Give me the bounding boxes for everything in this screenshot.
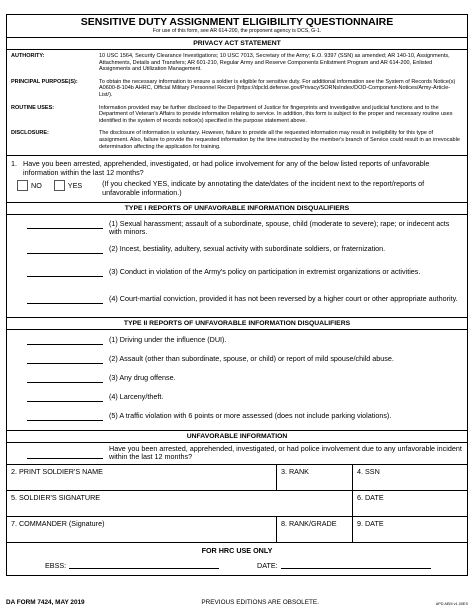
hrc-use-section: [7, 543, 467, 575]
yes-checkbox[interactable]: [54, 180, 65, 191]
rank-grade-field[interactable]: [277, 517, 353, 542]
field-label: 6. DATE: [357, 492, 384, 502]
item-text: (5) A traffic violation with 6 points or more assessed (does not include parking violations).: [109, 410, 392, 420]
rank-field[interactable]: [277, 465, 353, 490]
field-label: 5. SOLDIER'S SIGNATURE: [11, 492, 101, 502]
ebss-field[interactable]: [45, 561, 219, 570]
date-entry-field[interactable]: [27, 374, 103, 383]
privacy-heading: PRIVACY ACT STATEMENT: [7, 38, 467, 50]
type2-list: [7, 330, 467, 431]
list-item: [7, 334, 467, 353]
field-label: 9. DATE: [357, 518, 384, 528]
signature-row: [7, 491, 467, 517]
privacy-text: Information provided may be further disclosed to the Department of Justice for fingerprints and investigative and judicial functions and to the Department of Veteran's Affairs to provide information relating to service. In addition, this form is subject to the proper and necessary routine uses identified in the system of records notice(s) specified in the purpose statement above.: [99, 104, 453, 124]
list-item: [7, 391, 467, 410]
item-text: (4) Larceny/theft.: [109, 391, 164, 401]
type1-list: [7, 215, 467, 318]
name-rank-ssn-row: [7, 465, 467, 491]
date-entry-field[interactable]: [27, 268, 103, 277]
ebss-input-line[interactable]: [69, 561, 219, 569]
no-option[interactable]: [17, 180, 42, 191]
form-footer: [6, 599, 468, 606]
type1-heading: TYPE I REPORTS OF UNFAVORABLE INFORMATION DISQUALIFIERS: [7, 203, 467, 215]
privacy-text: The disclosure of information is voluntary. However, failure to provide all the requested information may result in ineligibility for this type of assignment. Also, failure to provide the requested information by the time instructed by the member's branch of Service could result in an irrevocable determination affecting the application for training.: [99, 130, 460, 150]
privacy-row-purpose: [7, 76, 467, 102]
form-title: SENSITIVE DUTY ASSIGNMENT ELIGIBILITY QUESTIONNAIRE: [80, 16, 394, 28]
yes-label: YES: [67, 180, 83, 190]
privacy-label: DISCLOSURE:: [11, 130, 49, 137]
field-label: 3. RANK: [281, 466, 309, 476]
ssn-field[interactable]: [353, 465, 467, 490]
privacy-row-routine-uses: [7, 102, 467, 128]
list-item: [7, 266, 467, 293]
soldier-name-field[interactable]: [7, 465, 277, 490]
questionnaire-form: [6, 14, 468, 576]
list-item: [7, 243, 467, 266]
unfavorable-text: Have you been arrested, apprehended, investigated, or had police involvement due to any unfavorable incident within the last 12 months?: [109, 443, 462, 461]
commander-row: [7, 517, 467, 543]
date-entry-field[interactable]: [27, 336, 103, 345]
soldier-signature-field[interactable]: [7, 491, 353, 516]
privacy-text: To obtain the necessary information to ensure a soldier is eligible for sensitive duty. For additional information see the System of Records Notice(s) A0600-8-104b AHRC, Official Military Personnel Record (https://dpcld.defense.gov/Privacy/SORNsIndex/DOD-Component-Notices/Army-Article-List/).: [99, 78, 456, 98]
previous-editions-note: PREVIOUS EDITIONS ARE OBSOLETE.: [201, 599, 319, 606]
list-item: [7, 353, 467, 372]
yes-option[interactable]: [54, 180, 82, 191]
no-label: NO: [31, 180, 42, 190]
privacy-row-disclosure: [7, 127, 467, 153]
no-checkbox[interactable]: [17, 180, 28, 191]
question-text: Have you been arrested, apprehended, investigated, or had police involvement for any of the below listed reports of unfavorable information within the last 12 months?: [23, 159, 430, 177]
hrc-heading: FOR HRC USE ONLY: [201, 545, 273, 555]
privacy-text: 10 USC 1564, Security Clearance Investigations; 10 USC 7013, Secretary of the Army; E.O. 9397 (SSN) as amended; AR 140-10, Assignments, Attachments, Details and Transfers; AR 601-210, Regular Army and Reserve Components Enlistment Program and AR 614-200, Enlisted Assignments and Utilization Management.: [99, 53, 450, 73]
date-entry-field[interactable]: [27, 450, 103, 459]
item-text: (3) Any drug offense.: [109, 372, 176, 382]
privacy-label: AUTHORITY:: [11, 53, 45, 59]
question-number: 1.: [11, 159, 17, 169]
unfavorable-question: [7, 443, 467, 465]
item-text: (1) Driving under the influence (DUI).: [109, 334, 227, 344]
privacy-label: ROUTINE USES:: [11, 104, 55, 111]
list-item: [7, 410, 467, 428]
signature-date-field[interactable]: [353, 491, 467, 516]
version-code: APD AEM v1.00ES: [435, 602, 468, 606]
type2-heading: TYPE II REPORTS OF UNFAVORABLE INFORMATION DISQUALIFIERS: [7, 318, 467, 330]
date-entry-field[interactable]: [27, 355, 103, 364]
question-1-answer: [7, 179, 467, 202]
privacy-label: PRINCIPAL PURPOSE(S):: [11, 78, 78, 85]
list-item: [7, 218, 467, 243]
yes-instruction: (If you checked YES, indicate by annotating the date/dates of the incident next to the report/reports of unfavorable information.): [102, 179, 425, 197]
item-text: (2) Assault (other than subordinate, spouse, or child) or report of mild spouse/child abuse.: [109, 353, 394, 363]
commander-signature-field[interactable]: [7, 517, 277, 542]
privacy-row-authority: [7, 50, 467, 76]
item-text: (2) Incest, bestiality, adultery, sexual activity with subordinate soldiers, or fraternization.: [109, 243, 386, 253]
item-text: (4) Court-martial conviction, provided it has not been reversed by a higher court or other appropriate authority.: [109, 293, 458, 303]
unfavorable-heading: UNFAVORABLE INFORMATION: [7, 431, 467, 443]
date-entry-field[interactable]: [27, 393, 103, 402]
form-subtitle: For use of this form, see AR 614-200, the proponent agency is DCS, G-1.: [7, 28, 467, 38]
list-item: [7, 372, 467, 391]
item-text: (3) Conduct in violation of the Army's policy on participation in extremist organizations or activities.: [109, 266, 421, 276]
field-label: 7. COMMANDER (Signature): [11, 518, 105, 528]
privacy-act-statement: [7, 50, 467, 156]
ebss-label: EBSS:: [45, 560, 67, 570]
date-entry-field[interactable]: [27, 295, 103, 304]
commander-date-field[interactable]: [353, 517, 467, 542]
date-entry-field[interactable]: [27, 220, 103, 229]
list-item: [7, 293, 467, 315]
hrc-date-field[interactable]: [257, 561, 431, 570]
hrc-date-input-line[interactable]: [281, 561, 431, 569]
form-id: DA FORM 7424, MAY 2019: [6, 599, 85, 606]
field-label: 8. RANK/GRADE: [281, 518, 337, 528]
question-1: [7, 156, 467, 179]
field-label: 2. PRINT SOLDIER'S NAME: [11, 466, 103, 476]
item-text: (1) Sexual harassment; assault of a subordinate, spouse, child (moderate to severe); rape; or indecent acts with minors.: [109, 218, 450, 236]
date-entry-field[interactable]: [27, 245, 103, 254]
field-label: 4. SSN: [357, 466, 380, 476]
date-entry-field[interactable]: [27, 412, 103, 421]
hrc-date-label: DATE:: [257, 560, 278, 570]
